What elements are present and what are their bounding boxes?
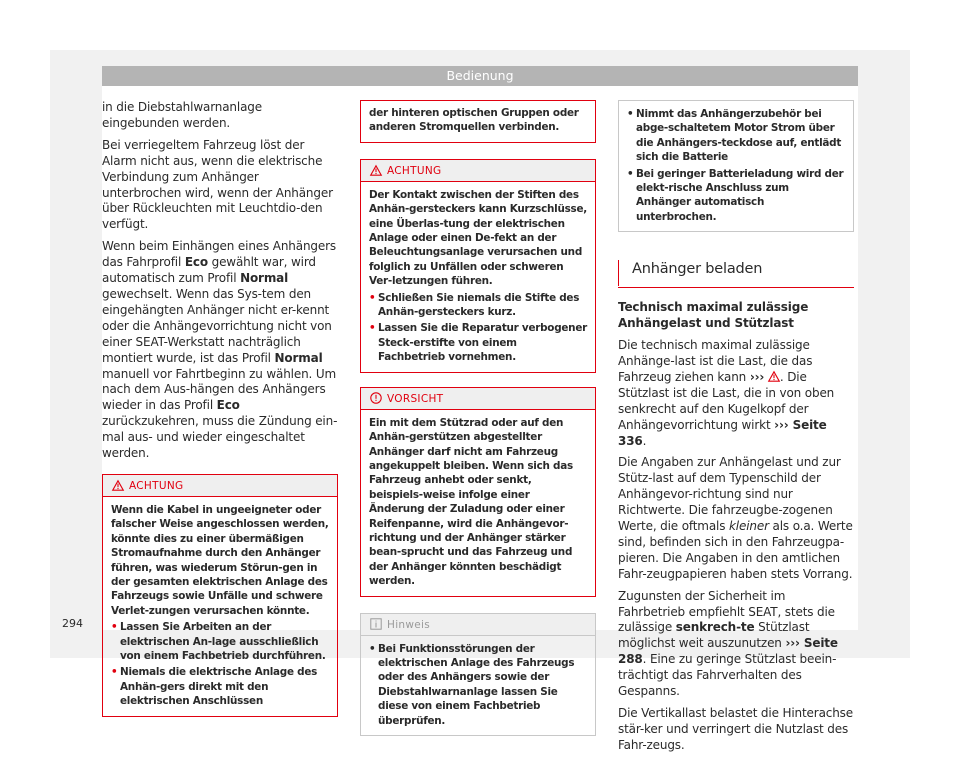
bullet-dot: •: [627, 167, 634, 180]
text-run: als o.a. Werte sind, befinden sich in den Fahrzeugpa-pieren. Die Angaben in den amtlichen Fahr-zeugpapieren haben stets Vorrang.: [618, 519, 853, 581]
note-label: Hinweis: [387, 618, 431, 631]
bold-term: senkrech-te: [675, 620, 755, 635]
page-header: Bedienung: [102, 66, 858, 86]
bullet-item: [369, 321, 587, 364]
text-run: zurückzukehren, muss die Zündung ein-mal aus- und wieder eingeschaltet werden.: [102, 414, 338, 461]
bullet-item: [369, 642, 587, 728]
text-run: Stützlast möglichst weit auszunutzen: [618, 620, 810, 651]
text-run: Zugunsten der Sicherheit im Fahrbetrieb empfiehlt SEAT, stets die zulässige: [618, 588, 835, 635]
paragraph: [102, 239, 338, 462]
warning-header: [103, 475, 337, 497]
paragraph: in die Diebstahlwarnanlage eingebunden werden.: [102, 100, 262, 130]
note-body: [619, 101, 853, 231]
caution-box: [360, 387, 596, 597]
bullet-item: [627, 167, 845, 225]
reference-arrow: ›››: [749, 369, 765, 384]
subheading: Technisch maximal zulässige Anhängelast und Stützlast: [618, 300, 809, 331]
warning-text: Der Kontakt zwischen der Stiften des Anhän-gersteckers kann Kurzschlüsse, eine Überlas-tung der elektrischen Anlage oder einen De-fekt an der Beleuchtungsanlage verursachen und folglich zu Unfällen oder schweren Ver-letzungen führen.: [369, 188, 587, 288]
bullet-item: [111, 620, 329, 663]
page-reference-link[interactable]: ››› Seite 288: [618, 636, 838, 667]
note-icon: [370, 618, 382, 630]
bullet-text: Nimmt das Anhängerzubehör bei abge-schaltetem Motor Strom über die Anhängers-teckdose auf, entlädt sich die Batterie: [636, 108, 842, 164]
profile-normal: Normal: [274, 350, 323, 365]
paragraph: [618, 589, 854, 700]
warning-label: ACHTUNG: [129, 479, 184, 492]
emphasis: kleiner: [729, 519, 769, 534]
bullet-text: Bei geringer Batterieladung wird der elekt-rische Anschluss zum Anhänger automatisch unterbrochen.: [636, 167, 844, 223]
bullet-dot: •: [369, 322, 376, 335]
warning-triangle-icon: [370, 165, 382, 176]
bullet-text: Bei Funktionsstörungen der elektrischen Anlage des Fahrzeugs oder des Anhängers sowie der Diebstahlwarnanlage lassen Sie diese von einem Fachbetrieb überprüfen.: [378, 642, 575, 727]
text-run: . Eine zu geringe Stützlast beein-trächtigt das Fahrverhalten des Gespanns.: [618, 652, 837, 699]
warning-body: [361, 101, 595, 142]
paragraph: [618, 455, 854, 582]
caution-circle-icon: [370, 392, 382, 404]
text-run: Wenn beim Einhängen eines Anhängers das Fahrprofil: [102, 239, 337, 270]
warning-box: [360, 159, 596, 373]
bullet-text: Lassen Sie die Reparatur verbogener Steck-erstifte von einem Fachbetrieb vornehmen.: [378, 322, 588, 364]
note-box-continued: [618, 100, 854, 232]
text-run: .: [642, 433, 647, 448]
text-run: . Die Stützlast ist die Last, die in von oben senkrecht auf den Kugelkopf der Anhängevorrichtung wirkt: [618, 369, 835, 432]
bullet-item: [369, 291, 587, 320]
page-content: [102, 86, 858, 752]
section-title-marker: [618, 260, 619, 286]
bullet-dot: •: [369, 291, 376, 304]
text-run: manuell vor Fahrtbeginn zu wählen. Um nach dem Aus-hängen des Anhängers wieder in das Profil: [102, 366, 337, 413]
text-run: Die technisch maximal zulässige Anhänge-last ist die Last, die das Fahrzeug ziehen kann: [618, 338, 813, 384]
note-body: [361, 636, 595, 735]
profile-eco: Eco: [216, 398, 240, 413]
profile-normal: Normal: [240, 271, 289, 286]
bullet-text: Schließen Sie niemals die Stifte des Anhän-gersteckers kurz.: [378, 291, 580, 319]
page-reference-link[interactable]: ››› Seite 336: [618, 417, 827, 448]
note-box: [360, 613, 596, 736]
bullet-item: [111, 665, 329, 708]
warning-body: [103, 497, 337, 716]
warning-box: [102, 474, 338, 717]
warning-label: ACHTUNG: [387, 164, 442, 177]
warning-header: [361, 160, 595, 182]
bullet-text: Niemals die elektrische Anlage des Anhän-gers direkt mit den elektrischen Anschlüssen: [120, 666, 318, 708]
bullet-dot: •: [627, 108, 634, 120]
caution-body: [361, 410, 595, 596]
warning-triangle-icon: [768, 371, 780, 382]
bullet-dot: •: [111, 666, 118, 679]
warning-triangle-icon: [112, 480, 124, 491]
warning-box-continued: [360, 100, 596, 143]
paragraph: Die Vertikallast belastet die Hinterachse stär-ker und verringert die Nutzlast des Fahr-zeugs.: [618, 706, 854, 752]
text-run: Die Angaben zur Anhängelast und zur Stütz-last auf dem Typenschild der Anhängevor-richtung sind nur Richtwerte. Die fahrzeugbe-zogenen Werte, die oftmals: [618, 455, 841, 534]
text-run: gewechselt. Wenn das Sys-tem den eingehängten Anhänger nicht er-kennt oder die Anhängevorrichtung nicht von einer SEAT-Werkstatt nachträglich montiert wurde, ist das Profil: [102, 286, 332, 365]
caution-label: VORSICHT: [387, 392, 444, 405]
paragraph: [618, 338, 854, 449]
bullet-text: Lassen Sie Arbeiten an der elektrischen An-lage ausschließlich von einem Fachbetrieb durchführen.: [120, 621, 326, 662]
column-3: [618, 100, 854, 760]
section-title-text: Anhänger beladen: [632, 261, 763, 278]
text-run: gewählt war, wird automatisch zum Profil: [102, 255, 316, 286]
bullet-dot: •: [369, 642, 376, 655]
profile-eco: Eco: [184, 255, 208, 270]
caution-header: [361, 388, 595, 410]
paragraph: Bei verriegeltem Fahrzeug löst der Alarm nicht aus, wenn die elektrische Verbindung zum Anhänger unterbrochen wird, wenn der Anhänger über Rückleuchten mit Leuchtdio-den verfügt.: [102, 137, 333, 232]
warning-body: [361, 182, 595, 372]
column-1: [102, 100, 338, 729]
warning-text: der hinteren optischen Gruppen oder anderen Stromquellen verbinden.: [369, 107, 579, 134]
caution-text: Ein mit dem Stützrad oder auf den Anhän-gerstützen abgestellter Anhänger darf nicht am Fahrzeug angekuppelt bleiben. Wenn sich das Fahrzeug anhebt oder senkt, beispiels-weise infolge einer Änderung der Zuladung oder einer Reifenpanne, wird die Anhängevor-richtung und der Anhänger stärker bean-sprucht und das Fahrzeug und der Anhänger könnten beschädigt werden.: [369, 416, 573, 588]
page-number: 294: [62, 617, 83, 630]
warning-text: Wenn die Kabel in ungeeigneter oder falscher Weise angeschlossen werden, könnte dies zu einer übermäßigen Stromaufnahme durch den Anhänger führen, was wiederum Störun-gen in der gesamten elektrischen Anlage des Fahrzeugs sowie Unfälle und schwere Verlet-zungen verursachen könnte.: [111, 503, 329, 617]
note-header: [361, 614, 595, 636]
column-2: [360, 100, 596, 748]
bullet-dot: •: [111, 621, 118, 634]
bullet-item: [627, 107, 845, 165]
section-title: [618, 258, 854, 288]
